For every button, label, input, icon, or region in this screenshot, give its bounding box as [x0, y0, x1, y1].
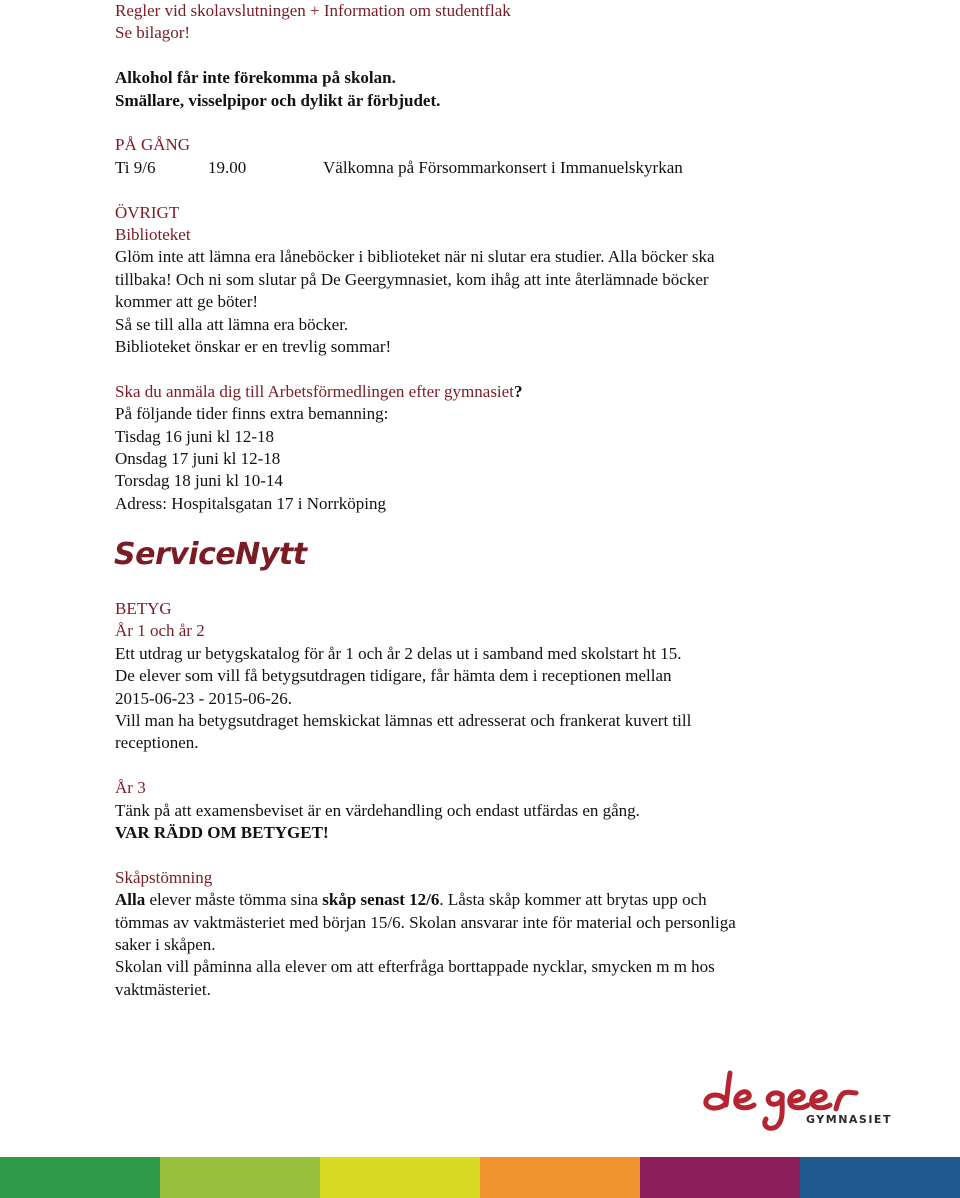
stripe-segment [800, 1157, 960, 1198]
staffing-line: Onsdag 17 juni kl 12-18 [115, 449, 281, 469]
stripe-segment [160, 1157, 320, 1198]
year3-heading: År 3 [115, 778, 146, 798]
library-line: Så se till alla att lämna era böcker. [115, 314, 349, 334]
ovrigt-heading: ÖVRIGT [115, 202, 180, 222]
skap-all: Alla [115, 890, 146, 910]
question-mark: ? [513, 381, 523, 401]
see-attachments: Se bilagor! [115, 23, 191, 43]
arbetsformedlingen-question [115, 381, 935, 403]
library-line: Glöm inte att lämna era låneböcker i biblioteket när ni slutar era studier. Alla böcker ska [115, 247, 715, 267]
skap-deadline: skåp senast 12/6 [322, 890, 440, 910]
event-time: 19.00 [208, 157, 247, 177]
skap-line [115, 889, 935, 911]
event-day: Ti 9/6 [115, 157, 156, 177]
rules-line: Regler vid skolavslutningen + Information om studentflak [115, 1, 511, 20]
year3-line: Tänk på att examensbeviset är en värdehandling och endast utfärdas en gång. [115, 800, 640, 820]
betyg-line: Ett utdrag ur betygskatalog för år 1 och år 2 delas ut i samband med skolstart ht 15. [115, 643, 682, 663]
event-row [115, 157, 935, 179]
fireworks-notice: Smällare, visselpipor och dylikt är förbjudet. [115, 90, 441, 110]
betyg-line: 2015-06-23 - 2015-06-26. [115, 688, 293, 708]
skap-line: vaktmästeriet. [115, 979, 211, 999]
de-geer-logo [700, 1065, 910, 1137]
library-line: tillbaka! Och ni som slutar på De Geergymnasiet, kom ihåg att inte återlämnade böcker [115, 269, 709, 289]
betyg-heading: BETYG [115, 599, 172, 618]
event-title: Välkomna på Försommarkonsert i Immanuelskyrkan [323, 157, 683, 177]
library-line: kommer att ge böter! [115, 292, 259, 312]
skap-line: saker i skåpen. [115, 935, 216, 955]
pa-gang-heading: PÅ GÅNG [115, 135, 191, 155]
servicenytt-title: ServiceNytt [114, 537, 307, 572]
stripe-segment [0, 1157, 160, 1198]
alcohol-notice: Alkohol får inte förekomma på skolan. [115, 68, 396, 88]
document-body [115, 0, 935, 515]
document-body-lower [115, 598, 935, 1001]
staffing-line: På följande tider finns extra bemanning: [115, 404, 389, 424]
staffing-line: Torsdag 18 juni kl 10-14 [115, 471, 283, 491]
library-heading: Biblioteket [115, 225, 191, 245]
color-stripe [0, 1157, 960, 1198]
address-line: Adress: Hospitalsgatan 17 i Norrköping [115, 493, 387, 513]
stripe-segment [320, 1157, 480, 1198]
warning-line: VAR RÄDD OM BETYGET! [115, 823, 329, 843]
skap-text: elever måste tömma sina [145, 890, 323, 910]
staffing-line: Tisdag 16 juni kl 12-18 [115, 426, 275, 446]
skap-heading: Skåpstömning [115, 867, 213, 887]
skap-text: . Låsta skåp kommer att brytas upp och [439, 890, 707, 910]
stripe-segment [640, 1157, 800, 1198]
library-line: Biblioteket önskar er en trevlig sommar! [115, 337, 392, 357]
skap-line: Skolan vill påminna alla elever om att efterfråga borttappade nycklar, smycken m m hos [115, 957, 715, 977]
stripe-segment [480, 1157, 640, 1198]
logo-label: GYMNASIET [806, 1113, 892, 1126]
question-text: Ska du anmäla dig till Arbetsförmedlingen efter gymnasiet [115, 381, 514, 401]
skap-line: tömmas av vaktmästeriet med början 15/6. Skolan ansvarar inte för material och personliga [115, 912, 736, 932]
betyg-line: Vill man ha betygsutdraget hemskickat lämnas ett adresserat och frankerat kuvert till [115, 711, 692, 731]
betyg-line: De elever som vill få betygsutdragen tidigare, får hämta dem i receptionen mellan [115, 666, 672, 686]
year12-heading: År 1 och år 2 [115, 621, 205, 641]
betyg-line: receptionen. [115, 733, 199, 753]
